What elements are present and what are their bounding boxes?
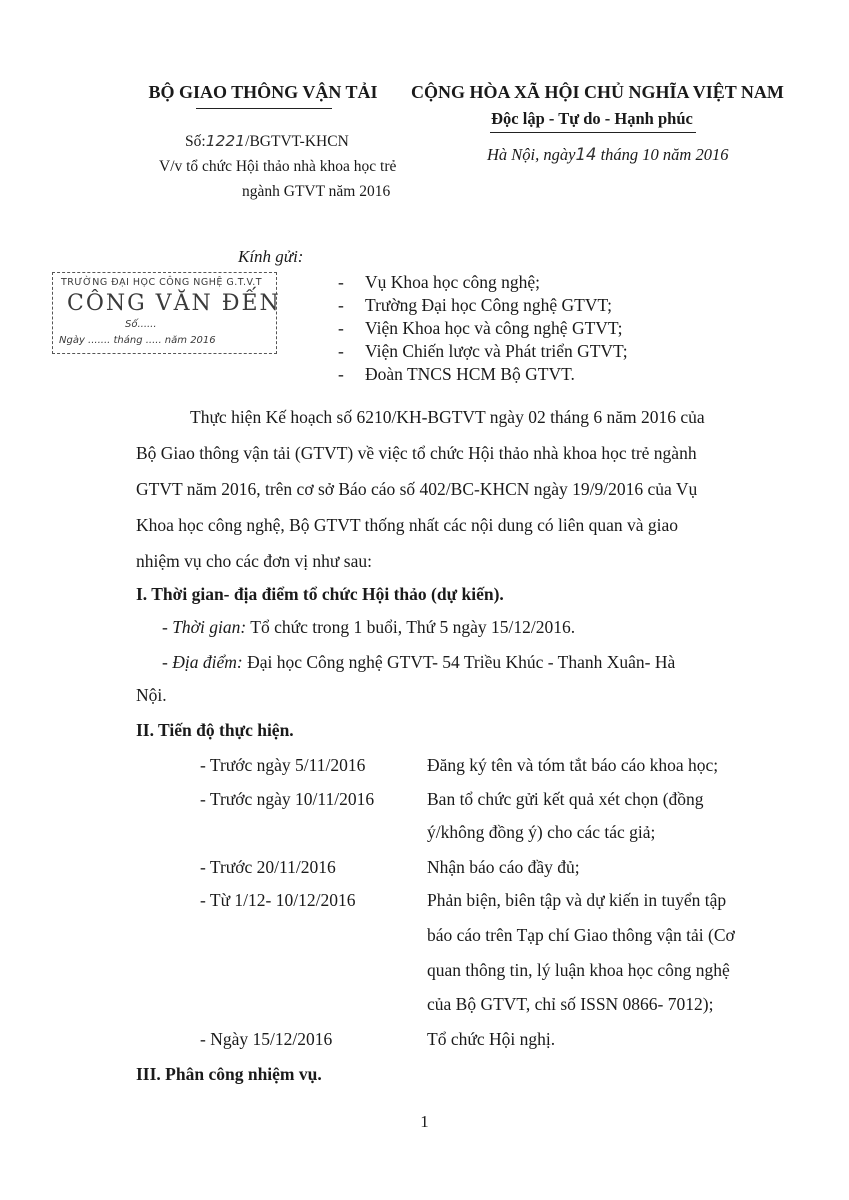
date-prefix: Hà Nội, ngày xyxy=(487,145,576,164)
national-motto: Độc lập - Tự do - Hạnh phúc xyxy=(491,109,693,128)
time-value: Tổ chức trong 1 buổi, Thứ 5 ngày 15/12/2016. xyxy=(246,617,576,637)
recipient-item: - Đoàn TNCS HCM Bộ GTVT. xyxy=(338,364,575,384)
schedule-what: Ban tổ chức gửi kết quả xét chọn (đồng xyxy=(427,789,704,809)
stamp-date: Ngày ....... tháng ..... năm 2016 xyxy=(59,335,216,346)
schedule-what: ý/không đồng ý) cho các tác giả; xyxy=(427,822,656,842)
place-value-cont: Nội. xyxy=(136,685,167,705)
place-label: Địa điểm: xyxy=(172,652,243,672)
intro-line: GTVT năm 2016, trên cơ sở Báo cáo số 402/BC-KHCN ngày 19/9/2016 của Vụ xyxy=(136,479,698,499)
recipient-item: - Trường Đại học Công nghệ GTVT; xyxy=(338,295,613,315)
date-suffix: tháng 10 năm 2016 xyxy=(596,145,729,164)
schedule-what: Đăng ký tên và tóm tắt báo cáo khoa học; xyxy=(427,755,719,775)
schedule-what: Tổ chức Hội nghị. xyxy=(427,1029,556,1049)
ministry-underline xyxy=(196,108,332,109)
schedule-what: quan thông tin, lý luận khoa học công nghệ xyxy=(427,960,730,980)
schedule-when: - Trước 20/11/2016 xyxy=(200,857,336,877)
schedule-what: Nhận báo cáo đầy đủ; xyxy=(427,857,580,877)
place-value: Đại học Công nghệ GTVT- 54 Triều Khúc - Thanh Xuân- Hà xyxy=(242,652,676,672)
schedule-what: báo cáo trên Tạp chí Giao thông vận tải (Cơ xyxy=(427,925,735,945)
received-stamp xyxy=(52,272,281,354)
motto-underline xyxy=(490,132,696,133)
section-1-title: I. Thời gian- địa điểm tổ chức Hội thảo (dự kiến). xyxy=(136,584,504,604)
ministry-name: BỘ GIAO THÔNG VẬN TẢI xyxy=(148,82,378,102)
intro-line: nhiệm vụ cho các đơn vị như sau: xyxy=(136,551,372,571)
stamp-title: CÔNG VĂN ĐẾN xyxy=(67,291,281,316)
schedule-what: của Bộ GTVT, chỉ số ISSN 0866- 7012); xyxy=(427,994,714,1014)
schedule-when: - Ngày 15/12/2016 xyxy=(200,1029,333,1049)
intro-line: Bộ Giao thông vận tải (GTVT) về việc tổ chức Hội thảo nhà khoa học trẻ ngành xyxy=(136,443,697,463)
doc-number-prefix: Số: xyxy=(185,133,206,150)
recipient-item: - Vụ Khoa học công nghệ; xyxy=(338,272,540,292)
intro-line: Khoa học công nghệ, Bộ GTVT thống nhất các nội dung có liên quan và giao xyxy=(136,515,679,535)
page-number: 1 xyxy=(420,1112,429,1131)
doc-number-suffix: /BGTVT-KHCN xyxy=(245,133,349,150)
section-3-title: III. Phân công nhiệm vụ. xyxy=(136,1064,322,1084)
schedule-when: - Từ 1/12- 10/12/2016 xyxy=(200,890,356,910)
section-2-title: II. Tiến độ thực hiện. xyxy=(136,720,294,740)
place-item: - Địa điểm: Đại học Công nghệ GTVT- 54 Triều Khúc - Thanh Xuân- Hà xyxy=(162,652,676,672)
time-label: Thời gian: xyxy=(172,617,247,637)
schedule-when: - Trước ngày 5/11/2016 xyxy=(200,755,366,775)
doc-number-handwritten: 1221 xyxy=(205,132,246,150)
stamp-number: Số...... xyxy=(125,319,157,330)
subject-line-1: V/v tổ chức Hội thảo nhà khoa học trẻ xyxy=(159,158,397,175)
addressee-label: Kính gửi: xyxy=(238,247,304,266)
subject-line-2: ngành GTVT năm 2016 xyxy=(242,183,391,200)
schedule-when: - Trước ngày 10/11/2016 xyxy=(200,789,375,809)
republic-title: CỘNG HÒA XÃ HỘI CHỦ NGHĨA VIỆT NAM xyxy=(411,82,784,102)
date-line xyxy=(487,145,728,165)
recipient-item: - Viện Khoa học và công nghệ GTVT; xyxy=(338,318,623,338)
date-day-handwritten: 14 xyxy=(575,145,597,164)
recipient-item: - Viện Chiến lược và Phát triển GTVT; xyxy=(338,341,628,361)
stamp-org: TRƯỜNG ĐẠI HỌC CÔNG NGHỆ G.T.V.T xyxy=(61,277,263,288)
time-item: - Thời gian: Tổ chức trong 1 buổi, Thứ 5 ngày 15/12/2016. xyxy=(162,617,576,637)
document-number xyxy=(185,132,349,151)
schedule-what: Phản biện, biên tập và dự kiến in tuyển tập xyxy=(427,890,727,910)
intro-line: Thực hiện Kế hoạch số 6210/KH-BGTVT ngày 02 tháng 6 năm 2016 của xyxy=(190,407,705,427)
